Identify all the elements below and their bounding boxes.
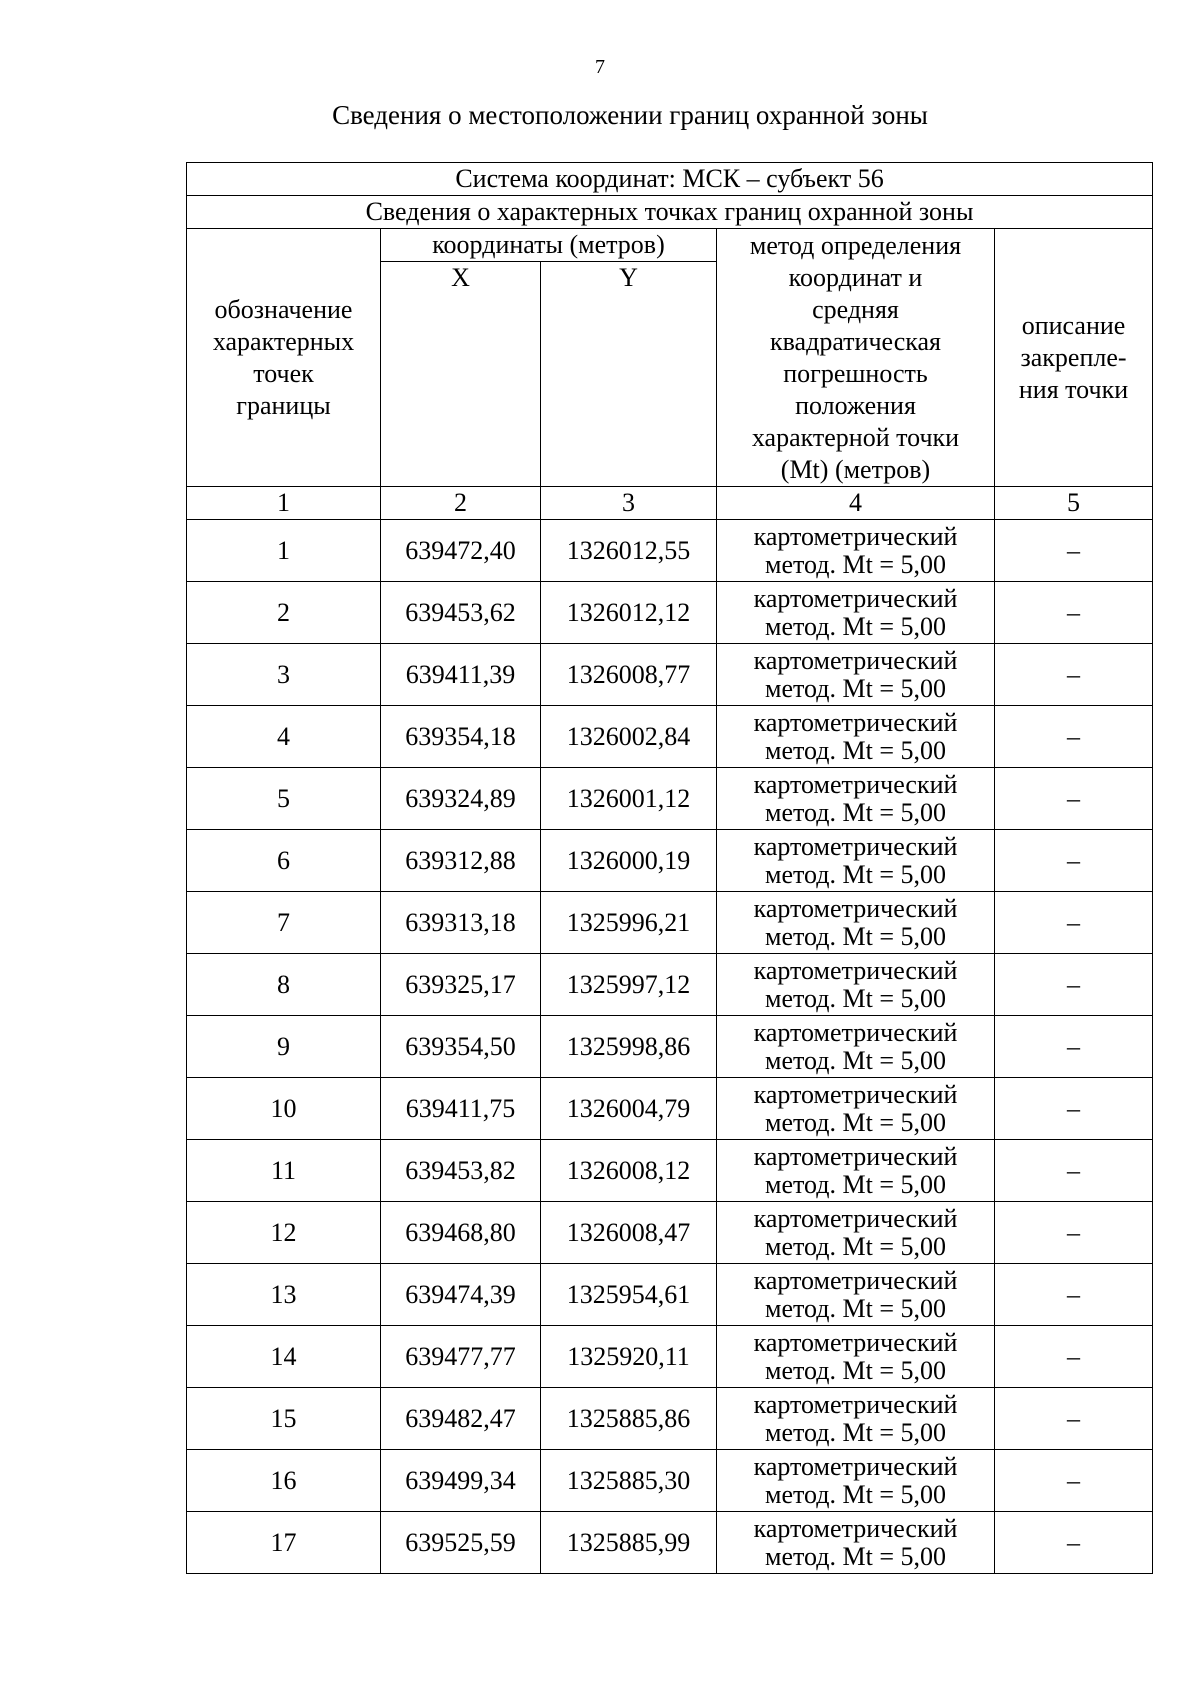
x-coordinate-cell: 639482,47 (381, 1388, 541, 1450)
method-cell (717, 768, 995, 830)
table-row (187, 768, 1153, 830)
method-line: метод. Mt = 5,00 (765, 1107, 946, 1137)
point-cell: 12 (187, 1202, 381, 1264)
description-cell: – (995, 644, 1153, 706)
point-cell: 8 (187, 954, 381, 1016)
header-y: Y (541, 262, 717, 487)
column-numbers-row (187, 487, 1153, 520)
method-line: картометрический (753, 645, 958, 675)
description-cell: – (995, 706, 1153, 768)
description-cell: – (995, 582, 1153, 644)
y-coordinate-cell: 1326008,77 (541, 644, 717, 706)
x-coordinate-cell: 639324,89 (381, 768, 541, 830)
method-line: картометрический (753, 1265, 958, 1295)
x-coordinate-cell: 639354,18 (381, 706, 541, 768)
method-line: метод. Mt = 5,00 (765, 1231, 946, 1261)
header-method (717, 229, 995, 487)
header-row (187, 229, 1153, 262)
header-method-line: средняя (812, 294, 899, 324)
description-cell: – (995, 1512, 1153, 1574)
point-cell: 16 (187, 1450, 381, 1512)
table-subtitle-cell: Сведения о характерных точках границ охранной зоны (187, 196, 1153, 229)
point-cell: 15 (187, 1388, 381, 1450)
method-line: метод. Mt = 5,00 (765, 1355, 946, 1385)
y-coordinate-cell: 1326000,19 (541, 830, 717, 892)
header-method-line: координат и (788, 262, 923, 292)
method-line: картометрический (753, 1389, 958, 1419)
method-line: метод. Mt = 5,00 (765, 1479, 946, 1509)
y-coordinate-cell: 1325885,86 (541, 1388, 717, 1450)
table-row (187, 582, 1153, 644)
y-coordinate-cell: 1326008,47 (541, 1202, 717, 1264)
method-cell (717, 1078, 995, 1140)
description-cell: – (995, 1264, 1153, 1326)
description-cell: – (995, 1016, 1153, 1078)
y-coordinate-cell: 1325885,99 (541, 1512, 717, 1574)
table-row (187, 706, 1153, 768)
method-cell (717, 1016, 995, 1078)
method-line: картометрический (753, 521, 958, 551)
description-cell: – (995, 1202, 1153, 1264)
x-coordinate-cell: 639525,59 (381, 1512, 541, 1574)
method-line: картометрический (753, 583, 958, 613)
table-row (187, 644, 1153, 706)
y-coordinate-cell: 1325998,86 (541, 1016, 717, 1078)
point-cell: 6 (187, 830, 381, 892)
y-coordinate-cell: 1326012,12 (541, 582, 717, 644)
header-method-line: метод определения (749, 230, 962, 260)
page-number: 7 (595, 56, 605, 78)
method-line: картометрический (753, 1327, 958, 1357)
description-cell: – (995, 520, 1153, 582)
column-number: 2 (381, 487, 541, 520)
column-number: 4 (717, 487, 995, 520)
method-line: метод. Mt = 5,00 (765, 1293, 946, 1323)
x-coordinate-cell: 639472,40 (381, 520, 541, 582)
table-row (187, 1512, 1153, 1574)
point-cell: 14 (187, 1326, 381, 1388)
method-line: метод. Mt = 5,00 (765, 859, 946, 889)
x-coordinate-cell: 639325,17 (381, 954, 541, 1016)
table-subtitle-row (187, 196, 1153, 229)
point-cell: 3 (187, 644, 381, 706)
y-coordinate-cell: 1325997,12 (541, 954, 717, 1016)
method-cell (717, 954, 995, 1016)
header-method-line: положения (795, 390, 916, 420)
method-line: картометрический (753, 831, 958, 861)
method-line: картометрический (753, 1079, 958, 1109)
method-line: картометрический (753, 1141, 958, 1171)
method-cell (717, 1140, 995, 1202)
method-line: метод. Mt = 5,00 (765, 673, 946, 703)
header-designation-line: характерных (212, 326, 355, 356)
method-line: метод. Mt = 5,00 (765, 921, 946, 951)
method-cell (717, 892, 995, 954)
method-line: метод. Mt = 5,00 (765, 1045, 946, 1075)
x-coordinate-cell: 639468,80 (381, 1202, 541, 1264)
x-coordinate-cell: 639453,82 (381, 1140, 541, 1202)
y-coordinate-cell: 1326004,79 (541, 1078, 717, 1140)
header-description-line: описание (1021, 310, 1126, 340)
method-line: картометрический (753, 1017, 958, 1047)
document-title: Сведения о местоположении границ охранной зоны (332, 100, 928, 130)
method-cell (717, 520, 995, 582)
table-row (187, 1326, 1153, 1388)
coordinate-system-row (187, 163, 1153, 196)
point-cell: 13 (187, 1264, 381, 1326)
header-designation-line: точек (253, 358, 314, 388)
y-coordinate-cell: 1326001,12 (541, 768, 717, 830)
method-cell (717, 644, 995, 706)
method-cell (717, 1326, 995, 1388)
x-coordinate-cell: 639411,39 (381, 644, 541, 706)
table-row (187, 1388, 1153, 1450)
y-coordinate-cell: 1325885,30 (541, 1450, 717, 1512)
header-designation-line: границы (236, 390, 331, 420)
table-row (187, 1140, 1153, 1202)
description-cell: – (995, 1450, 1153, 1512)
point-cell: 17 (187, 1512, 381, 1574)
header-description (995, 229, 1153, 487)
header-method-line: (Mt) (метров) (780, 454, 931, 484)
method-line: метод. Mt = 5,00 (765, 983, 946, 1013)
description-cell: – (995, 892, 1153, 954)
point-cell: 4 (187, 706, 381, 768)
header-method-line: погрешность (783, 358, 928, 388)
x-coordinate-cell: 639474,39 (381, 1264, 541, 1326)
method-line: картометрический (753, 1451, 958, 1481)
table-row (187, 892, 1153, 954)
header-description-line: ния точки (1018, 374, 1129, 404)
method-line: картометрический (753, 1203, 958, 1233)
method-cell (717, 1202, 995, 1264)
point-cell: 2 (187, 582, 381, 644)
description-cell: – (995, 1388, 1153, 1450)
column-number: 5 (995, 487, 1153, 520)
column-number: 3 (541, 487, 717, 520)
point-cell: 1 (187, 520, 381, 582)
y-coordinate-cell: 1325996,21 (541, 892, 717, 954)
method-cell (717, 706, 995, 768)
header-method-line: характерной точки (751, 422, 960, 452)
x-coordinate-cell: 639453,62 (381, 582, 541, 644)
header-coordinates: координаты (метров) (381, 229, 717, 262)
description-cell: – (995, 954, 1153, 1016)
method-line: метод. Mt = 5,00 (765, 549, 946, 579)
method-line: метод. Mt = 5,00 (765, 1541, 946, 1571)
y-coordinate-cell: 1326008,12 (541, 1140, 717, 1202)
method-line: картометрический (753, 955, 958, 985)
column-number: 1 (187, 487, 381, 520)
point-cell: 5 (187, 768, 381, 830)
point-cell: 7 (187, 892, 381, 954)
header-x: X (381, 262, 541, 487)
description-cell: – (995, 768, 1153, 830)
header-designation-line: обозначение (214, 294, 353, 324)
table-row (187, 830, 1153, 892)
table-row (187, 1202, 1153, 1264)
method-line: метод. Mt = 5,00 (765, 1169, 946, 1199)
point-cell: 10 (187, 1078, 381, 1140)
boundary-points-table (186, 162, 1153, 1574)
table-row (187, 520, 1153, 582)
method-line: метод. Mt = 5,00 (765, 735, 946, 765)
method-line: картометрический (753, 769, 958, 799)
x-coordinate-cell: 639354,50 (381, 1016, 541, 1078)
method-cell (717, 1512, 995, 1574)
y-coordinate-cell: 1326012,55 (541, 520, 717, 582)
method-line: картометрический (753, 893, 958, 923)
method-line: картометрический (753, 707, 958, 737)
method-cell (717, 582, 995, 644)
method-cell (717, 1264, 995, 1326)
header-description-line: закрепле- (1020, 342, 1127, 372)
method-cell (717, 1388, 995, 1450)
header-method-line: квадратическая (769, 326, 942, 356)
x-coordinate-cell: 639312,88 (381, 830, 541, 892)
description-cell: – (995, 1078, 1153, 1140)
y-coordinate-cell: 1325954,61 (541, 1264, 717, 1326)
x-coordinate-cell: 639499,34 (381, 1450, 541, 1512)
table-row (187, 1016, 1153, 1078)
method-line: картометрический (753, 1513, 958, 1543)
table-row (187, 1078, 1153, 1140)
table-row (187, 1264, 1153, 1326)
point-cell: 9 (187, 1016, 381, 1078)
coordinate-system-cell: Система координат: МСК – субъект 56 (187, 163, 1153, 196)
description-cell: – (995, 830, 1153, 892)
x-coordinate-cell: 639411,75 (381, 1078, 541, 1140)
point-cell: 11 (187, 1140, 381, 1202)
method-cell (717, 830, 995, 892)
description-cell: – (995, 1326, 1153, 1388)
header-designation (187, 229, 381, 487)
method-cell (717, 1450, 995, 1512)
y-coordinate-cell: 1325920,11 (541, 1326, 717, 1388)
x-coordinate-cell: 639313,18 (381, 892, 541, 954)
description-cell: – (995, 1140, 1153, 1202)
method-line: метод. Mt = 5,00 (765, 611, 946, 641)
method-line: метод. Mt = 5,00 (765, 1417, 946, 1447)
y-coordinate-cell: 1326002,84 (541, 706, 717, 768)
x-coordinate-cell: 639477,77 (381, 1326, 541, 1388)
table-row (187, 1450, 1153, 1512)
method-line: метод. Mt = 5,00 (765, 797, 946, 827)
table-row (187, 954, 1153, 1016)
